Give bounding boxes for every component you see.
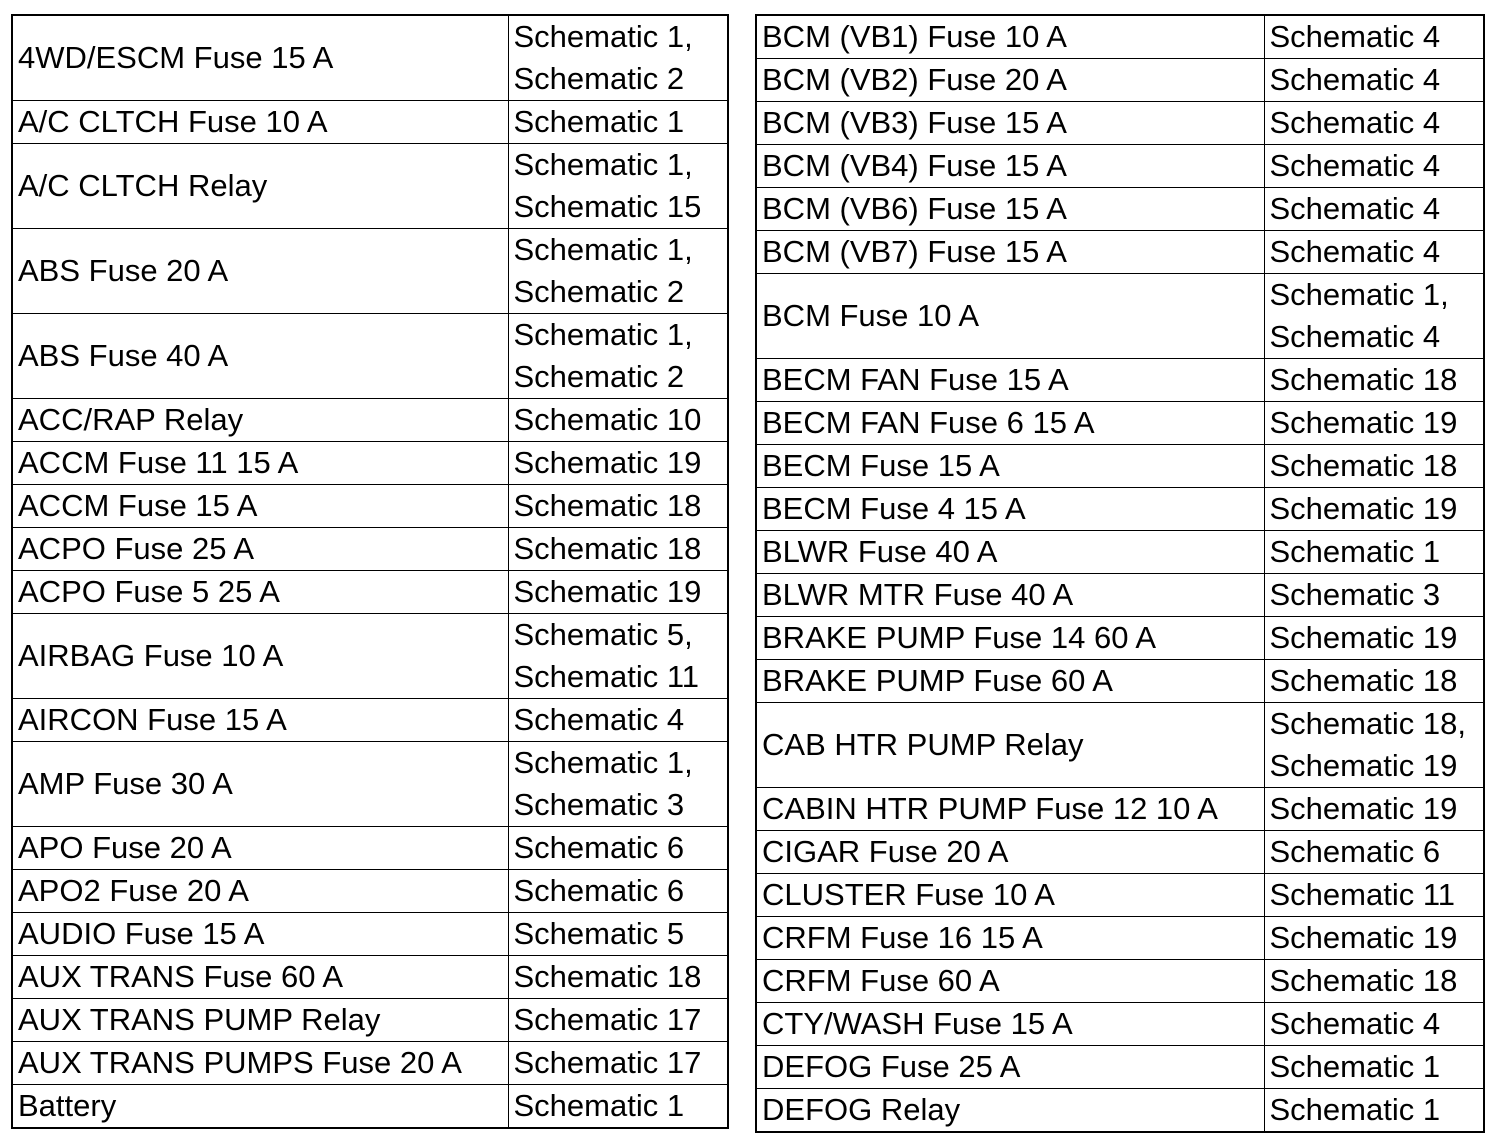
- schematic-ref: Schematic 18: [513, 531, 702, 566]
- schematic-ref-cell: [1264, 617, 1484, 660]
- component-cell: BECM FAN Fuse 15 A: [756, 359, 1264, 402]
- schematic-ref-cell: [1264, 145, 1484, 188]
- fuse-index-page: [11, 14, 1481, 1133]
- table-row: [12, 229, 728, 314]
- schematic-ref: Schematic 4: [1269, 234, 1441, 269]
- schematic-ref-cell: [508, 742, 728, 827]
- schematic-ref-cell: [508, 101, 728, 144]
- schematic-ref: Schematic 4: [1269, 105, 1441, 140]
- schematic-ref: Schematic 18,: [1269, 706, 1466, 741]
- schematic-ref: Schematic 19: [1269, 920, 1458, 955]
- component-cell: AIRCON Fuse 15 A: [12, 699, 508, 742]
- schematic-ref-cell: [1264, 1089, 1484, 1133]
- schematic-ref-cell: [508, 913, 728, 956]
- right-table-body: [756, 15, 1484, 1132]
- schematic-ref: Schematic 2: [513, 359, 685, 394]
- schematic-ref: Schematic 17: [513, 1045, 702, 1080]
- schematic-ref: Schematic 4: [1269, 319, 1441, 354]
- schematic-ref-cell: [508, 699, 728, 742]
- schematic-ref: Schematic 4: [513, 702, 685, 737]
- schematic-ref-cell: [1264, 1003, 1484, 1046]
- schematic-ref: Schematic 19: [1269, 620, 1458, 655]
- table-row: [12, 1042, 728, 1085]
- component-cell: BCM (VB4) Fuse 15 A: [756, 145, 1264, 188]
- schematic-ref: Schematic 1,: [1269, 277, 1449, 312]
- component-cell: BCM (VB1) Fuse 10 A: [756, 15, 1264, 59]
- table-row: [12, 742, 728, 827]
- table-row: [756, 359, 1484, 402]
- component-cell: APO Fuse 20 A: [12, 827, 508, 870]
- table-row: [756, 1089, 1484, 1133]
- left-table-body: [12, 15, 728, 1128]
- schematic-ref-cell: [1264, 359, 1484, 402]
- table-row: [12, 614, 728, 699]
- schematic-ref-cell: [1264, 788, 1484, 831]
- table-row: [756, 531, 1484, 574]
- component-cell: BRAKE PUMP Fuse 14 60 A: [756, 617, 1264, 660]
- schematic-ref: Schematic 18: [1269, 448, 1458, 483]
- schematic-ref: Schematic 11: [1269, 877, 1456, 912]
- table-row: [12, 870, 728, 913]
- table-row: [756, 445, 1484, 488]
- schematic-ref: Schematic 2: [513, 274, 685, 309]
- component-cell: CIGAR Fuse 20 A: [756, 831, 1264, 874]
- schematic-ref: Schematic 4: [1269, 62, 1441, 97]
- schematic-ref: Schematic 15: [513, 189, 702, 224]
- component-cell: CRFM Fuse 60 A: [756, 960, 1264, 1003]
- schematic-ref-cell: [508, 1042, 728, 1085]
- schematic-ref: Schematic 3: [1269, 577, 1441, 612]
- component-cell: AUX TRANS PUMP Relay: [12, 999, 508, 1042]
- schematic-ref-cell: [1264, 917, 1484, 960]
- component-cell: CABIN HTR PUMP Fuse 12 10 A: [756, 788, 1264, 831]
- table-row: [756, 831, 1484, 874]
- component-cell: 4WD/ESCM Fuse 15 A: [12, 15, 508, 101]
- component-cell: CRFM Fuse 16 15 A: [756, 917, 1264, 960]
- schematic-ref-cell: [1264, 660, 1484, 703]
- component-cell: ABS Fuse 20 A: [12, 229, 508, 314]
- schematic-ref-cell: [1264, 874, 1484, 917]
- component-cell: ACPO Fuse 5 25 A: [12, 571, 508, 614]
- schematic-ref-cell: [508, 1085, 728, 1129]
- schematic-ref: Schematic 18: [1269, 963, 1458, 998]
- table-row: [756, 145, 1484, 188]
- schematic-ref-cell: [508, 442, 728, 485]
- schematic-ref: Schematic 2: [513, 61, 685, 96]
- schematic-ref: Schematic 19: [1269, 748, 1458, 783]
- schematic-ref-cell: [508, 999, 728, 1042]
- schematic-ref: Schematic 1: [513, 1088, 685, 1123]
- schematic-ref: Schematic 1,: [513, 147, 693, 182]
- table-row: [12, 1085, 728, 1129]
- schematic-ref-cell: [1264, 574, 1484, 617]
- component-cell: AUX TRANS Fuse 60 A: [12, 956, 508, 999]
- component-cell: APO2 Fuse 20 A: [12, 870, 508, 913]
- table-row: [756, 960, 1484, 1003]
- schematic-ref-cell: [508, 870, 728, 913]
- component-cell: BECM FAN Fuse 6 15 A: [756, 402, 1264, 445]
- table-row: [12, 399, 728, 442]
- component-cell: BCM (VB3) Fuse 15 A: [756, 102, 1264, 145]
- table-row: [756, 574, 1484, 617]
- component-cell: DEFOG Fuse 25 A: [756, 1046, 1264, 1089]
- table-row: [12, 15, 728, 101]
- schematic-ref-cell: [1264, 445, 1484, 488]
- schematic-ref-cell: [1264, 831, 1484, 874]
- schematic-ref: Schematic 4: [1269, 1006, 1441, 1041]
- table-row: [756, 188, 1484, 231]
- schematic-ref: Schematic 19: [1269, 491, 1458, 526]
- component-cell: BLWR Fuse 40 A: [756, 531, 1264, 574]
- component-cell: Battery: [12, 1085, 508, 1129]
- table-row: [756, 1003, 1484, 1046]
- component-cell: A/C CLTCH Fuse 10 A: [12, 101, 508, 144]
- table-row: [12, 913, 728, 956]
- right-index-table: [755, 14, 1485, 1133]
- component-cell: BECM Fuse 15 A: [756, 445, 1264, 488]
- table-row: [12, 314, 728, 399]
- table-row: [12, 956, 728, 999]
- table-row: [756, 1046, 1484, 1089]
- schematic-ref: Schematic 19: [1269, 405, 1458, 440]
- schematic-ref-cell: [1264, 488, 1484, 531]
- schematic-ref-cell: [1264, 102, 1484, 145]
- table-row: [12, 442, 728, 485]
- component-cell: AIRBAG Fuse 10 A: [12, 614, 508, 699]
- schematic-ref-cell: [1264, 531, 1484, 574]
- schematic-ref: Schematic 1,: [513, 19, 693, 54]
- schematic-ref: Schematic 11: [513, 659, 700, 694]
- table-row: [12, 528, 728, 571]
- table-row: [756, 59, 1484, 102]
- component-cell: AUX TRANS PUMPS Fuse 20 A: [12, 1042, 508, 1085]
- component-cell: BRAKE PUMP Fuse 60 A: [756, 660, 1264, 703]
- schematic-ref-cell: [508, 614, 728, 699]
- schematic-ref: Schematic 1: [1269, 1092, 1441, 1127]
- schematic-ref-cell: [1264, 274, 1484, 359]
- component-cell: BCM (VB7) Fuse 15 A: [756, 231, 1264, 274]
- table-row: [756, 917, 1484, 960]
- component-cell: ACCM Fuse 15 A: [12, 485, 508, 528]
- schematic-ref: Schematic 1: [513, 104, 685, 139]
- table-row: [756, 274, 1484, 359]
- schematic-ref-cell: [1264, 188, 1484, 231]
- table-row: [756, 488, 1484, 531]
- schematic-ref: Schematic 18: [513, 959, 702, 994]
- table-row: [756, 231, 1484, 274]
- schematic-ref: Schematic 19: [513, 574, 702, 609]
- table-row: [756, 15, 1484, 59]
- schematic-ref: Schematic 1: [1269, 534, 1441, 569]
- table-row: [756, 788, 1484, 831]
- schematic-ref: Schematic 1,: [513, 232, 693, 267]
- schematic-ref: Schematic 17: [513, 1002, 702, 1037]
- table-row: [12, 571, 728, 614]
- component-cell: AUDIO Fuse 15 A: [12, 913, 508, 956]
- table-row: [756, 102, 1484, 145]
- schematic-ref-cell: [1264, 231, 1484, 274]
- schematic-ref: Schematic 6: [1269, 834, 1441, 869]
- schematic-ref: Schematic 1,: [513, 745, 693, 780]
- schematic-ref-cell: [508, 399, 728, 442]
- schematic-ref-cell: [1264, 15, 1484, 59]
- schematic-ref-cell: [1264, 960, 1484, 1003]
- schematic-ref: Schematic 4: [1269, 191, 1441, 226]
- table-row: [756, 617, 1484, 660]
- schematic-ref-cell: [508, 144, 728, 229]
- component-cell: BCM (VB6) Fuse 15 A: [756, 188, 1264, 231]
- component-cell: A/C CLTCH Relay: [12, 144, 508, 229]
- schematic-ref: Schematic 1,: [513, 317, 693, 352]
- schematic-ref-cell: [508, 956, 728, 999]
- left-index-table: [11, 14, 729, 1129]
- component-cell: ACCM Fuse 11 15 A: [12, 442, 508, 485]
- schematic-ref: Schematic 1: [1269, 1049, 1441, 1084]
- schematic-ref: Schematic 6: [513, 830, 685, 865]
- schematic-ref-cell: [508, 827, 728, 870]
- component-cell: ABS Fuse 40 A: [12, 314, 508, 399]
- schematic-ref-cell: [508, 15, 728, 101]
- schematic-ref-cell: [1264, 703, 1484, 788]
- schematic-ref: Schematic 4: [1269, 19, 1441, 54]
- component-cell: ACC/RAP Relay: [12, 399, 508, 442]
- component-cell: ACPO Fuse 25 A: [12, 528, 508, 571]
- table-row: [12, 699, 728, 742]
- schematic-ref-cell: [508, 571, 728, 614]
- component-cell: BLWR MTR Fuse 40 A: [756, 574, 1264, 617]
- table-row: [12, 485, 728, 528]
- schematic-ref-cell: [508, 314, 728, 399]
- schematic-ref: Schematic 6: [513, 873, 685, 908]
- table-row: [756, 874, 1484, 917]
- component-cell: CLUSTER Fuse 10 A: [756, 874, 1264, 917]
- component-cell: AMP Fuse 30 A: [12, 742, 508, 827]
- schematic-ref: Schematic 4: [1269, 148, 1441, 183]
- component-cell: BCM Fuse 10 A: [756, 274, 1264, 359]
- table-row: [756, 703, 1484, 788]
- schematic-ref-cell: [508, 229, 728, 314]
- schematic-ref: Schematic 19: [1269, 791, 1458, 826]
- component-cell: CAB HTR PUMP Relay: [756, 703, 1264, 788]
- component-cell: DEFOG Relay: [756, 1089, 1264, 1133]
- schematic-ref-cell: [1264, 402, 1484, 445]
- schematic-ref-cell: [1264, 59, 1484, 102]
- schematic-ref: Schematic 10: [513, 402, 702, 437]
- schematic-ref: Schematic 18: [1269, 362, 1458, 397]
- schematic-ref: Schematic 19: [513, 445, 702, 480]
- component-cell: CTY/WASH Fuse 15 A: [756, 1003, 1264, 1046]
- table-row: [12, 999, 728, 1042]
- schematic-ref: Schematic 3: [513, 787, 685, 822]
- schematic-ref: Schematic 18: [513, 488, 702, 523]
- table-row: [756, 660, 1484, 703]
- schematic-ref: Schematic 18: [1269, 663, 1458, 698]
- table-row: [12, 101, 728, 144]
- component-cell: BCM (VB2) Fuse 20 A: [756, 59, 1264, 102]
- schematic-ref-cell: [508, 485, 728, 528]
- table-row: [12, 827, 728, 870]
- schematic-ref: Schematic 5,: [513, 617, 693, 652]
- schematic-ref-cell: [508, 528, 728, 571]
- table-row: [12, 144, 728, 229]
- table-row: [756, 402, 1484, 445]
- schematic-ref-cell: [1264, 1046, 1484, 1089]
- component-cell: BECM Fuse 4 15 A: [756, 488, 1264, 531]
- schematic-ref: Schematic 5: [513, 916, 685, 951]
